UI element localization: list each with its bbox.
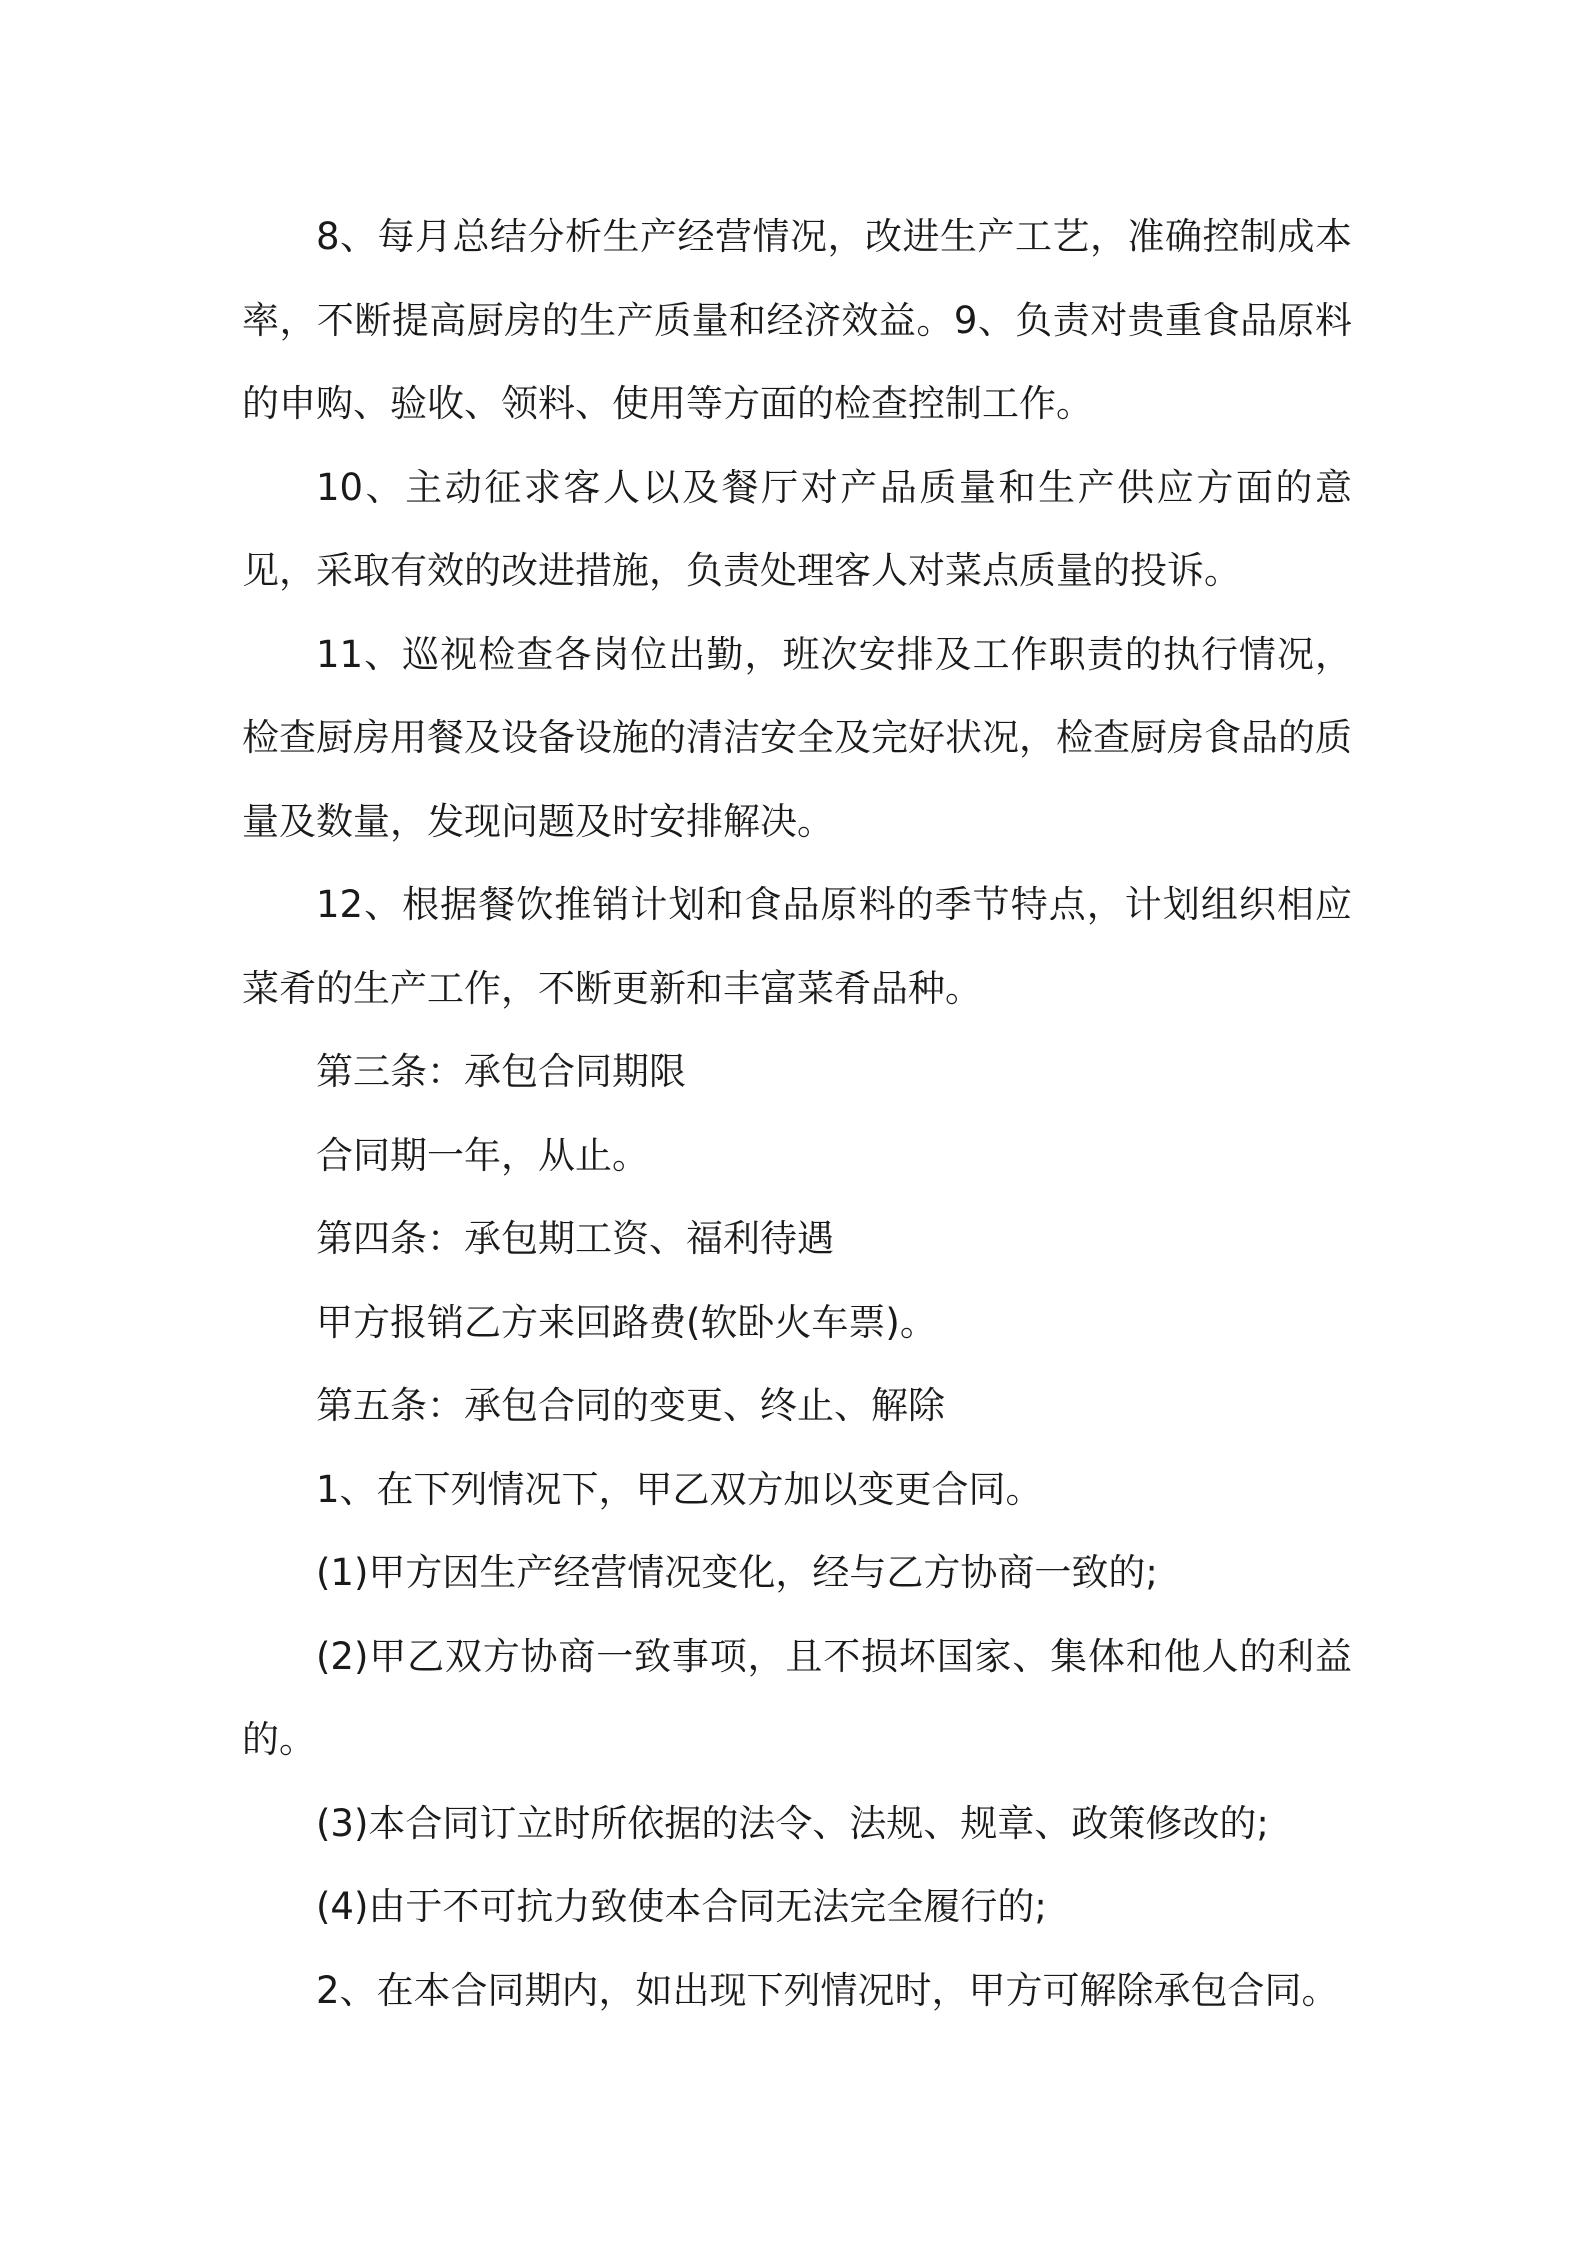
clause-2-text: 2、在本合同期内，如出现下列情况时，甲方可解除承包合同。 xyxy=(316,1968,1339,2012)
clause-1-text: 1、在下列情况下，甲乙双方加以变更合同。 xyxy=(316,1467,1043,1511)
article-4-heading: 第四条：承包期工资、福利待遇 xyxy=(316,1217,834,1260)
document-body xyxy=(242,195,1352,2032)
paragraph-item-11: 11、巡视检查各岗位出勤，班次安排及工作职责的执行情况，检查厨房用餐及设备设施的清洁安全及完好状况，检查厨房食品的质量及数量，发现问题及时安排解决。 xyxy=(242,632,1352,843)
paragraph-item-8-9: 8、每月总结分析生产经营情况，改进生产工艺，准确控制成本率，不断提高厨房的生产质量和经济效益。9、负责对贵重食品原料的申购、验收、领料、使用等方面的检查控制工作。 xyxy=(242,215,1352,425)
paragraph-item-12: 12、根据餐饮推销计划和食品原料的季节特点，计划组织相应菜肴的生产工作，不断更新和丰富菜肴品种。 xyxy=(242,883,1352,1010)
article-5-heading: 第五条：承包合同的变更、终止、解除 xyxy=(316,1384,945,1427)
sub-clause-4: (4)由于不可抗力致使本合同无法完全履行的; xyxy=(316,1885,1047,1928)
sub-clause-2: (2)甲乙双方协商一致事项，且不损坏国家、集体和他人的利益的。 xyxy=(242,1634,1352,1761)
travel-expense-text: 甲方报销乙方来回路费(软卧火车票)。 xyxy=(316,1300,937,1344)
paragraph-item-10: 10、主动征求客人以及餐厅对产品质量和生产供应方面的意见，采取有效的改进措施，负责处理客人对菜点质量的投诉。 xyxy=(242,465,1352,592)
sub-clause-1: (1)甲方因生产经营情况变化，经与乙方协商一致的; xyxy=(316,1551,1158,1594)
sub-clause-3: (3)本合同订立时所依据的法令、法规、规章、政策修改的; xyxy=(316,1801,1269,1845)
contract-term-text: 合同期一年，从止。 xyxy=(316,1133,649,1177)
article-3-heading: 第三条：承包合同期限 xyxy=(316,1050,686,1093)
